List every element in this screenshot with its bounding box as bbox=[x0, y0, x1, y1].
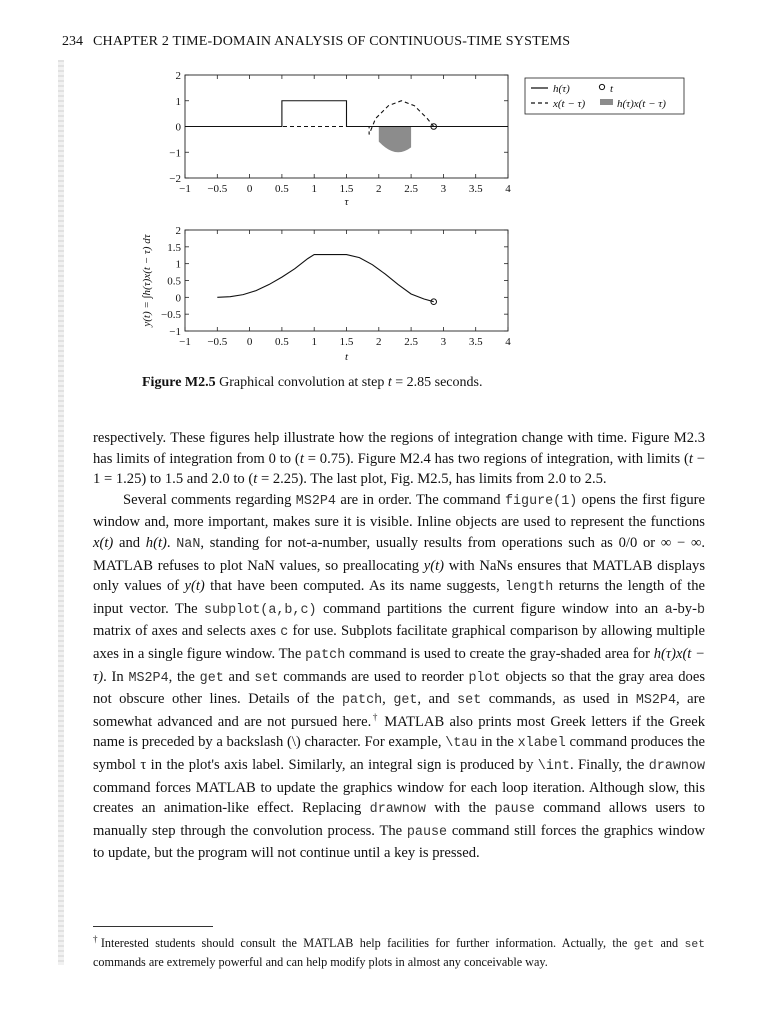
text-span: for use. Subplots facilitate graphical comparison by allowing multiple axes in a single figure window. The bbox=[93, 623, 705, 662]
code-figure: figure(1) bbox=[504, 493, 578, 509]
x-tick-label: 4 bbox=[505, 336, 511, 348]
legend-label-x: x(t − τ) bbox=[553, 98, 586, 110]
code-set: set bbox=[254, 670, 279, 686]
footnote-rule bbox=[93, 926, 213, 927]
x-tick-label: 0.5 bbox=[275, 336, 289, 348]
text-span: and bbox=[654, 936, 685, 950]
running-head: CHAPTER 2 TIME-DOMAIN ANALYSIS OF CONTINUOUS-TIME SYSTEMS bbox=[93, 34, 571, 49]
x-tick-label: −1 bbox=[179, 336, 191, 348]
y-tick-label: −0.5 bbox=[161, 309, 181, 322]
math-htx: h(τ)x(t − τ) bbox=[93, 645, 705, 685]
caption-text-a: Graphical convolution at step bbox=[219, 375, 388, 390]
x-tick-label: 0 bbox=[246, 183, 253, 195]
paragraph-2 bbox=[93, 490, 705, 864]
caption-var: t bbox=[387, 375, 392, 390]
text-span: command forces MATLAB to update the graphics window for each loop iteration. Although slow, this creates an animation-like effect. Replacing bbox=[93, 779, 705, 817]
text-span: , are somewhat advanced and are not pursued here. bbox=[93, 691, 705, 730]
paragraph-1 bbox=[93, 428, 705, 490]
y-tick-label: 2 bbox=[175, 225, 181, 237]
y-tick-label: 0 bbox=[175, 121, 181, 134]
convolution-figure bbox=[0, 0, 778, 372]
text-span: Interested students should consult the MATLAB help facilities for further information. Actually, the bbox=[100, 936, 634, 950]
text-span: with the bbox=[425, 800, 495, 817]
text-span: , and bbox=[417, 691, 458, 708]
x-tick-label: 3 bbox=[440, 183, 447, 195]
code-int: \int bbox=[537, 758, 570, 774]
math-t: t bbox=[253, 471, 258, 488]
series-area-h-x-t bbox=[379, 127, 411, 153]
code-pause: pause bbox=[494, 802, 535, 818]
x-tick-label: 0.5 bbox=[275, 183, 289, 195]
code-get: get bbox=[393, 693, 418, 709]
text-span: = 0.75). Figure M2.4 has two regions of integration, with limits ( bbox=[303, 450, 689, 467]
y-tick-label: 0 bbox=[175, 292, 181, 305]
y-tick-label: 1.5 bbox=[167, 241, 181, 254]
text-span: commands are extremely powerful and can help modify plots in almost any conceivable way. bbox=[93, 955, 548, 969]
x-tick-label: 3 bbox=[440, 336, 447, 348]
code-nan: NaN bbox=[176, 536, 201, 552]
text-span: returns the length of the input vector. The bbox=[93, 578, 705, 617]
text-span: . Finally, the bbox=[569, 756, 649, 773]
text-span: Several comments regarding bbox=[123, 491, 296, 508]
code-ms2p4: MS2P4 bbox=[128, 670, 169, 686]
footnote-ref: † bbox=[371, 711, 379, 722]
series-line-h bbox=[185, 101, 508, 127]
y-tick-label: 0.5 bbox=[167, 275, 181, 288]
page-number: 234 bbox=[62, 34, 83, 49]
text-span: with NaNs ensures that MATLAB displays only values of bbox=[93, 557, 705, 595]
x-tick-label: 2 bbox=[376, 183, 382, 195]
plot-bottom-output-y bbox=[141, 225, 511, 363]
code-patch: patch bbox=[341, 693, 383, 709]
legend-swatch-area bbox=[600, 99, 613, 105]
code-drawnow: drawnow bbox=[648, 758, 705, 774]
math-yt: y(t) bbox=[423, 557, 445, 574]
text-span: opens the first figure window and, more important, makes sure it is visible. Inline objects are used to represent the functions bbox=[93, 491, 706, 531]
x-tick-label: −0.5 bbox=[207, 336, 228, 348]
footnote bbox=[93, 935, 705, 971]
code-get: get bbox=[199, 670, 224, 686]
code-b: b bbox=[696, 602, 705, 618]
code-ms2p4: MS2P4 bbox=[295, 493, 336, 509]
x-tick-label: 1 bbox=[311, 336, 317, 348]
x-tick-label: 3.5 bbox=[468, 336, 483, 348]
code-drawnow: drawnow bbox=[369, 802, 426, 818]
x-tick-label: 1 bbox=[311, 183, 317, 195]
y-tick-label: 1 bbox=[175, 95, 181, 108]
text-span: are in order. The command bbox=[335, 491, 505, 508]
x-tick-label: 2.5 bbox=[404, 183, 418, 195]
text-span: and bbox=[223, 668, 255, 685]
y-tick-label: −1 bbox=[169, 326, 181, 338]
math-yt: y(t) bbox=[184, 578, 205, 595]
text-span: command partitions the current figure window into an bbox=[316, 600, 665, 617]
body-text bbox=[93, 428, 705, 864]
legend-label-h: h(τ) bbox=[553, 83, 570, 95]
figure-label: Figure M2.5 bbox=[142, 375, 216, 390]
axes-box bbox=[185, 230, 508, 331]
code-set: set bbox=[684, 939, 705, 951]
code-get: get bbox=[633, 939, 655, 951]
text-span: MATLAB also prints most Greek letters if the Greek name is preceded by a backslash (\) character. For example, bbox=[93, 713, 705, 751]
y-tick-label: −2 bbox=[169, 173, 181, 185]
x-axis-label: τ bbox=[344, 196, 349, 208]
code-subplot: subplot(a,b,c) bbox=[204, 602, 317, 618]
y-axis-label: y(t) = ∫h(τ)x(t − τ) dτ bbox=[141, 234, 153, 327]
code-set: set bbox=[457, 693, 482, 709]
code-ms2p4: MS2P4 bbox=[635, 693, 677, 709]
text-span: . In bbox=[103, 668, 129, 685]
y-tick-label: −1 bbox=[169, 147, 181, 160]
math-ht: h(t) bbox=[145, 534, 167, 551]
y-tick-label: 2 bbox=[175, 70, 181, 82]
code-xlabel: xlabel bbox=[517, 736, 566, 752]
text-span: , standing for not-a-number, usually results from operations such as 0/0 or ∞ − ∞. MATLAB refuses to plot NaN values, so preallocating bbox=[93, 534, 705, 574]
x-tick-label: 1.5 bbox=[339, 336, 354, 348]
code-a: a bbox=[664, 602, 673, 618]
x-tick-label: 2.5 bbox=[404, 336, 418, 348]
text-span: commands are used to reorder bbox=[278, 668, 469, 685]
text-span: -by- bbox=[672, 600, 697, 617]
text-span: command allows users to manually step through the convolution process. The bbox=[93, 800, 705, 839]
text-span: = 2.25). The last plot, Fig. M2.5, has limits from 2.0 to 2.5. bbox=[257, 471, 607, 488]
legend-label-t: t bbox=[610, 83, 614, 95]
text-span: matrix of axes and selects axes bbox=[93, 623, 281, 640]
text-span: and bbox=[113, 534, 146, 551]
text-span: that have been computed. As its name suggests, bbox=[204, 578, 506, 595]
legend-label-area: h(τ)x(t − τ) bbox=[617, 98, 666, 110]
math-t: t bbox=[299, 450, 304, 467]
code-plot: plot bbox=[468, 670, 501, 686]
text-span: command is used to create the gray-shaded area for bbox=[345, 645, 654, 662]
x-tick-label: 1.5 bbox=[339, 183, 354, 195]
text-span: . bbox=[166, 534, 177, 551]
math-xt: x(t) bbox=[93, 534, 114, 551]
figure-caption bbox=[142, 375, 482, 391]
x-tick-label: −0.5 bbox=[207, 183, 228, 195]
text-span: commands, as used in bbox=[481, 691, 636, 708]
footnote-mark: † bbox=[93, 933, 101, 944]
x-tick-label: 2 bbox=[376, 336, 382, 348]
text-span: − 1 = 1.25) to 1.5 and 2.0 to ( bbox=[93, 450, 706, 488]
y-tick-label: 1 bbox=[175, 258, 181, 271]
text-span: in the bbox=[477, 734, 518, 751]
series-line-y-t bbox=[217, 255, 433, 302]
code-patch: patch bbox=[305, 647, 346, 663]
text-span: command produces the symbol τ in the plot's axis label. Similarly, an integral sign is produced by bbox=[93, 734, 705, 773]
text-span: command still forces the graphics window to update, but the program will not continue until a key is pressed. bbox=[93, 822, 705, 862]
code-tau: \tau bbox=[445, 736, 478, 752]
x-axis-label: t bbox=[344, 351, 349, 363]
text-span: , the bbox=[168, 668, 200, 685]
figure-legend bbox=[525, 78, 684, 114]
math-t: t bbox=[688, 450, 693, 467]
x-tick-label: 0 bbox=[246, 336, 253, 348]
text-span: respectively. These figures help illustrate how the regions of integration change with time. Figure M2.3 has limits of integration from 0 to ( bbox=[93, 430, 705, 467]
text-span: , bbox=[382, 691, 394, 708]
code-pause: pause bbox=[406, 824, 448, 840]
text-span: objects so that the gray area does not obscure other lines. Details of the bbox=[93, 668, 706, 708]
code-c: c bbox=[280, 625, 289, 641]
x-tick-label: −1 bbox=[179, 183, 191, 195]
code-length: length bbox=[505, 580, 554, 596]
plot-top-convolution-step bbox=[169, 70, 511, 208]
x-tick-label: 4 bbox=[505, 183, 511, 195]
x-tick-label: 3.5 bbox=[468, 183, 483, 195]
caption-text-b: = 2.85 seconds. bbox=[391, 375, 483, 390]
